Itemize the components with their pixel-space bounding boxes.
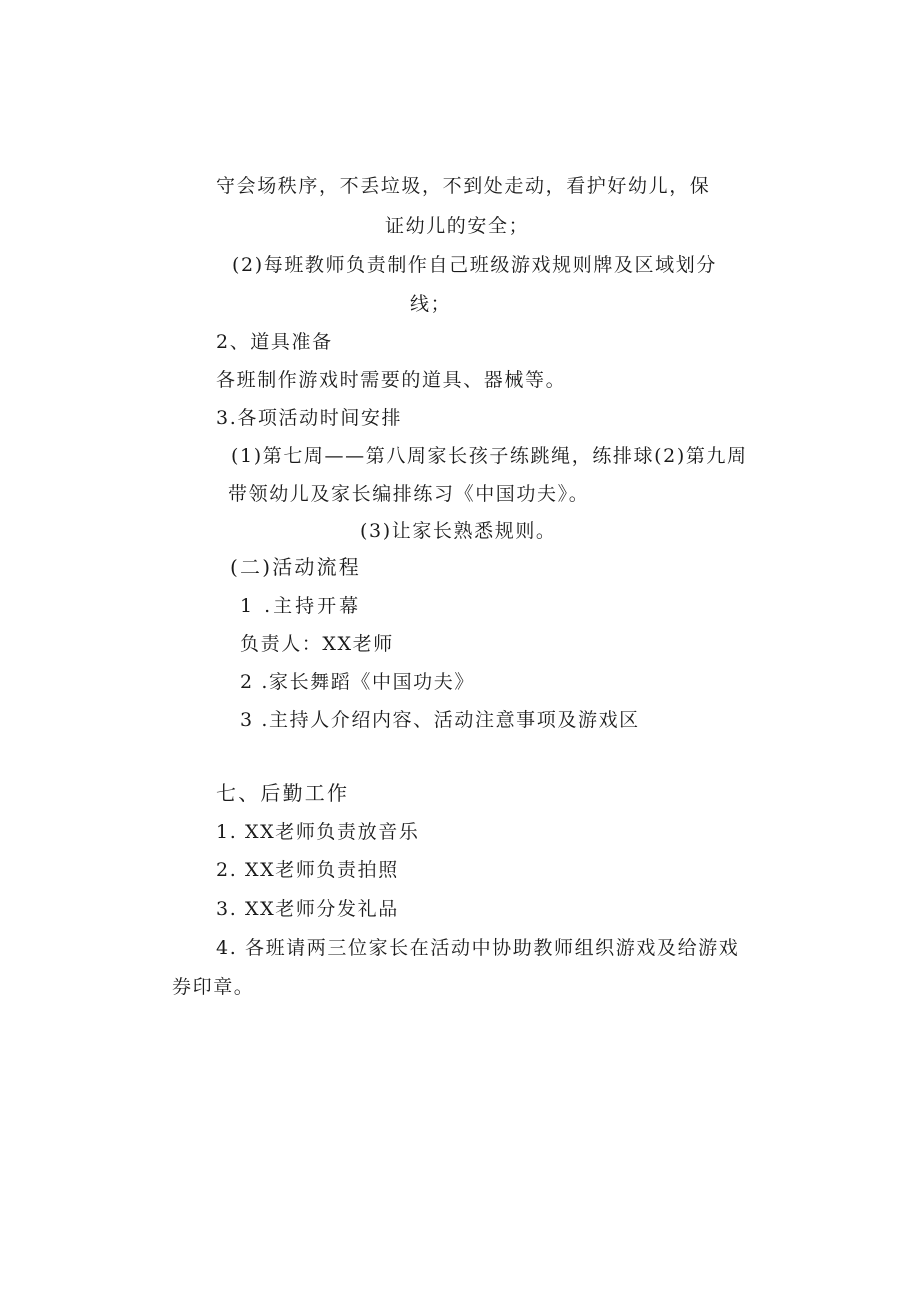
list-item: 4. 各班请两三位家长在活动中协助教师组织游戏及给游戏 [216, 937, 740, 959]
paragraph-line: 带领幼儿及家长编排练习《中国功夫》。 [228, 483, 590, 505]
list-item: 1. XX老师负责放音乐 [216, 821, 420, 843]
list-item: 3. XX老师分发礼品 [216, 898, 399, 920]
paragraph-line: (3)让家长熟悉规则。 [360, 520, 557, 542]
list-item: 3 .主持人介绍内容、活动注意事项及游戏区 [240, 709, 640, 731]
section-heading: 3.各项活动时间安排 [216, 407, 403, 429]
paragraph-line: (2)每班教师负责制作自己班级游戏规则牌及区域划分 [232, 254, 717, 276]
list-item: 2 .家长舞蹈《中国功夫》 [240, 671, 475, 693]
paragraph-line: 券印章。 [172, 976, 255, 998]
section-heading: 七、后勤工作 [216, 781, 350, 805]
list-item: 1 .主持开幕 [240, 595, 362, 617]
paragraph-line: 各班制作游戏时需要的道具、器械等。 [216, 369, 567, 391]
paragraph-line: 守会场秩序，不丢垃圾，不到处走动，看护好幼儿，保 [216, 175, 711, 197]
section-heading: 2、道具准备 [216, 331, 333, 353]
paragraph-line: 证幼儿的安全； [385, 215, 530, 237]
paragraph-line: 负责人：XX老师 [240, 633, 394, 655]
paragraph-line: 线； [410, 293, 452, 315]
paragraph-line: (1)第七周——第八周家长孩子练跳绳，练排球(2)第九周 [231, 445, 748, 467]
section-heading: (二)活动流程 [230, 555, 362, 579]
list-item: 2. XX老师负责拍照 [216, 859, 399, 881]
